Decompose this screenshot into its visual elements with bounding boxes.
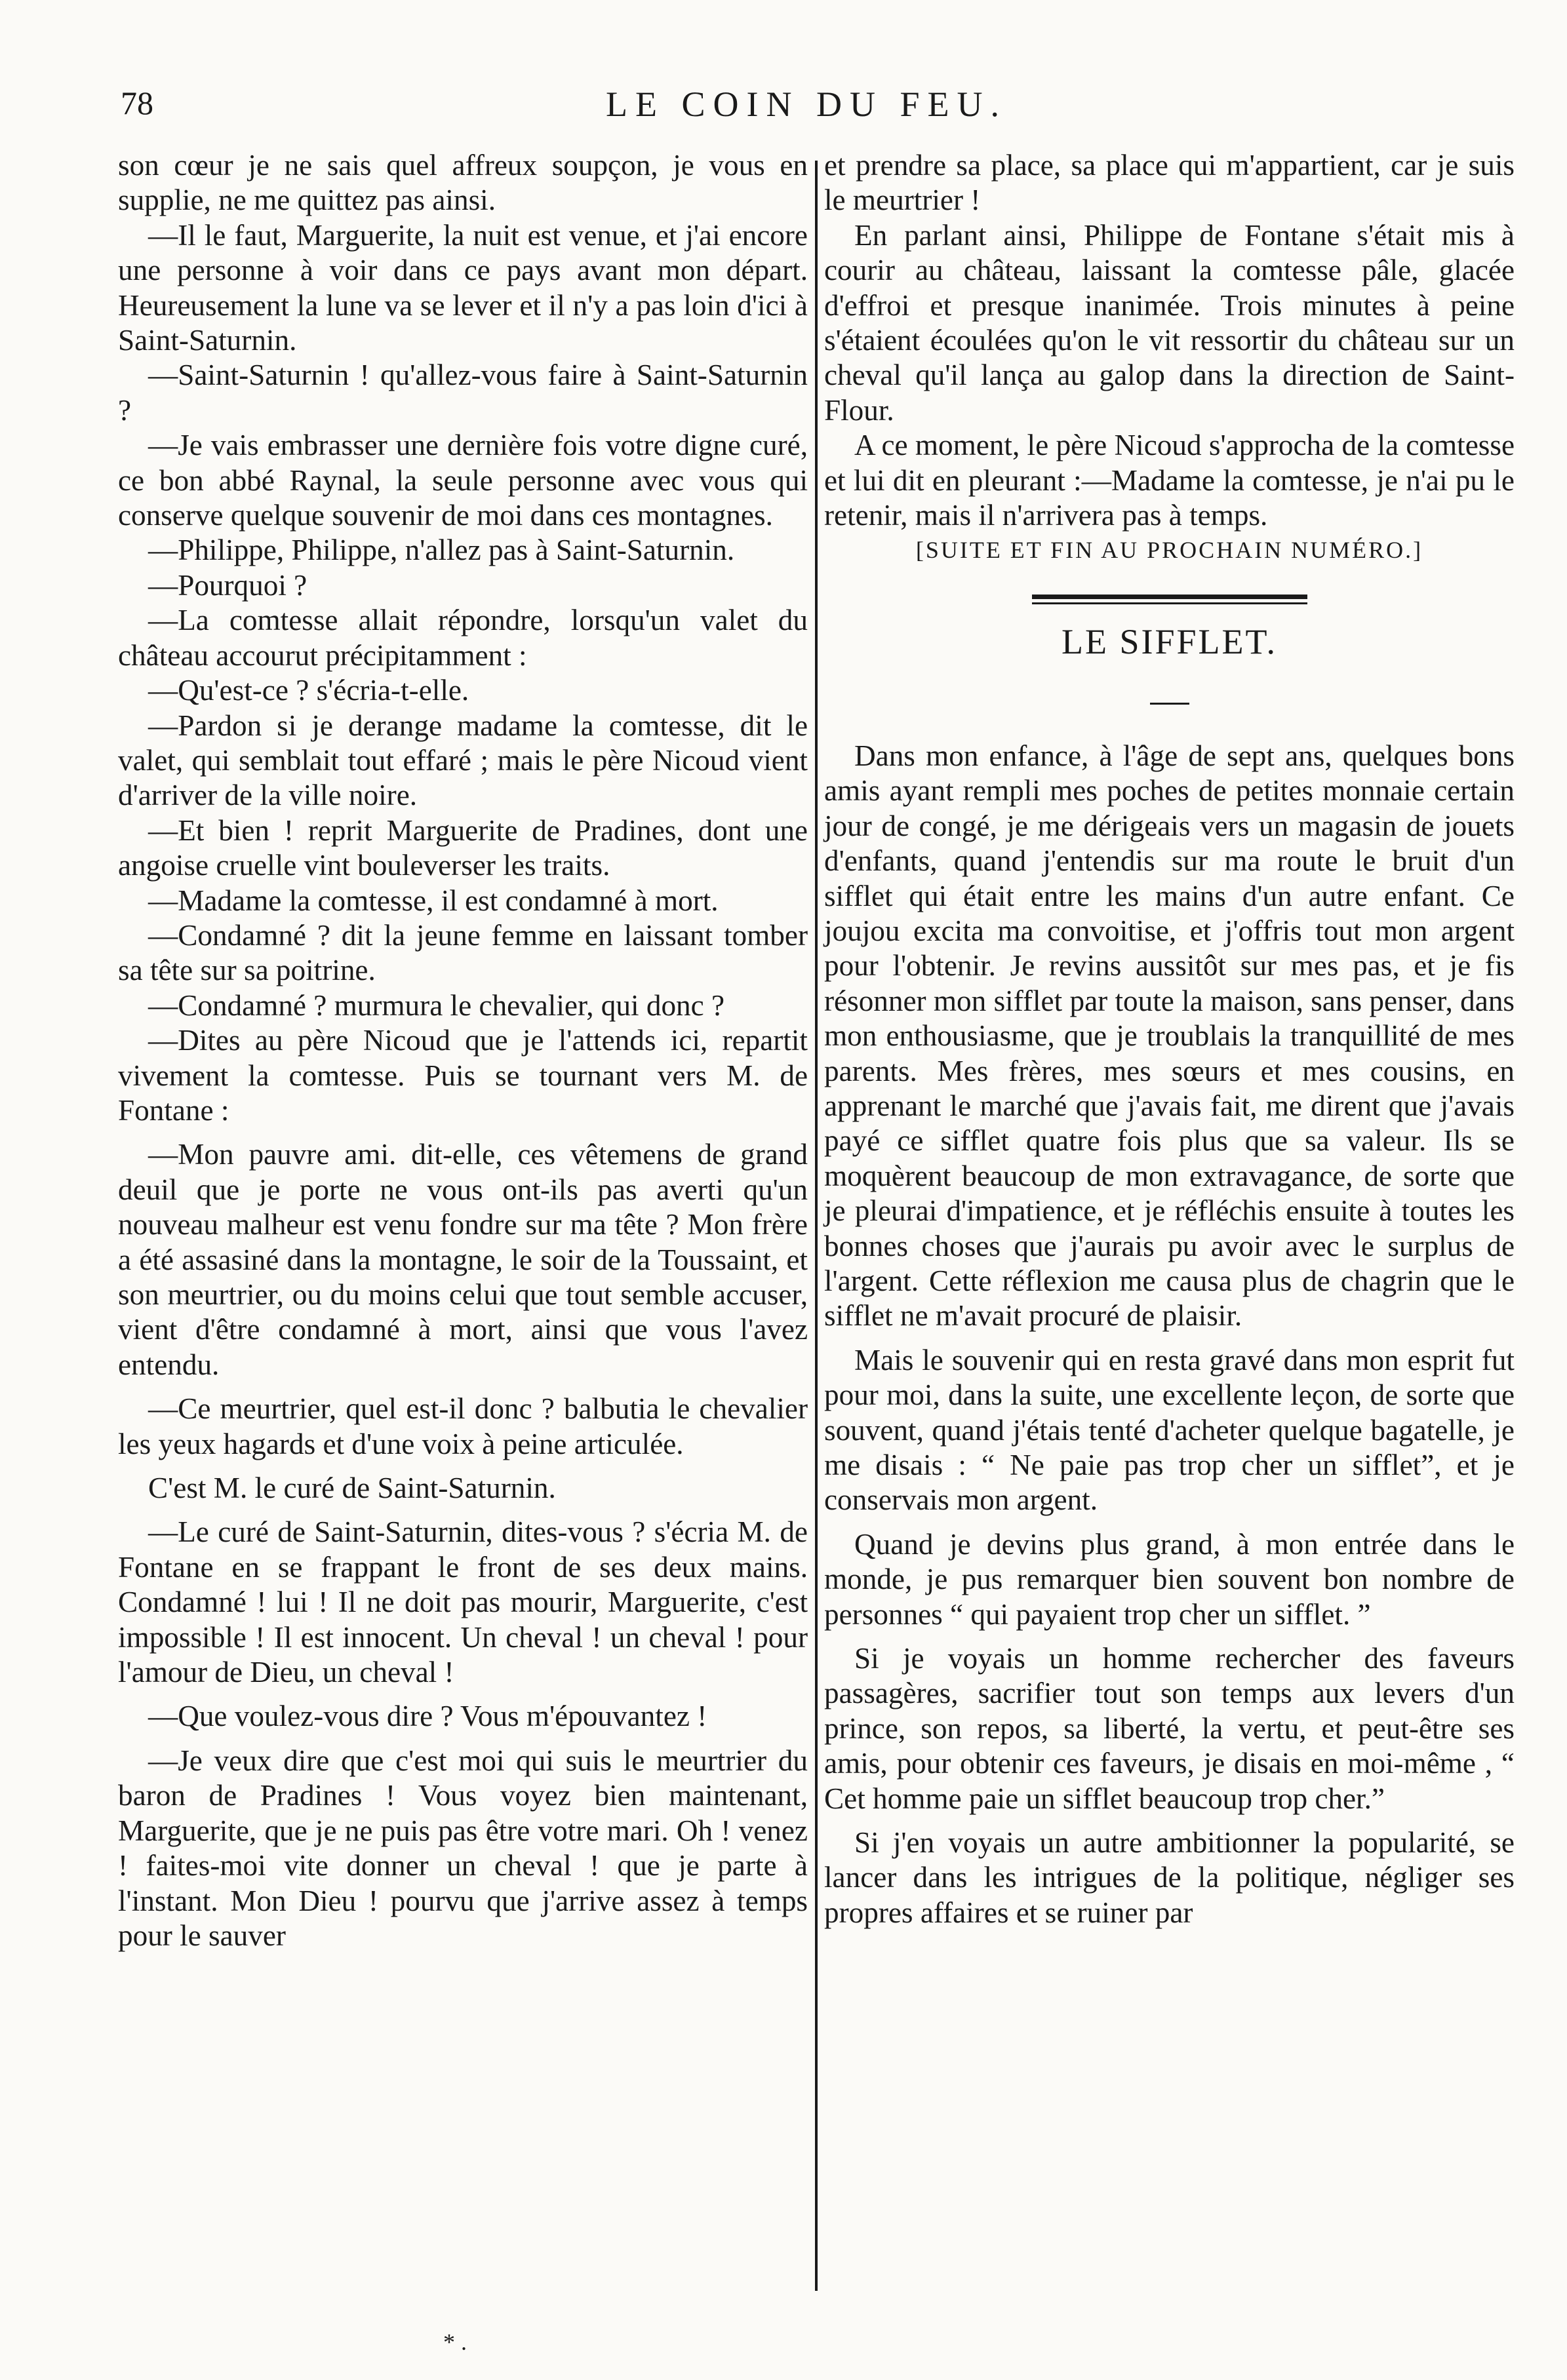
paragraph: —Ce meurtrier, quel est-il donc ? balbutia le chevalier les yeux hagards et d'une voix à peine articulée. bbox=[118, 1392, 808, 1460]
page-header bbox=[105, 84, 1508, 136]
paragraph: —Madame la comtesse, il est condamné à mort. bbox=[148, 884, 719, 917]
section-divider bbox=[1032, 595, 1307, 604]
divider-thin-line bbox=[1032, 602, 1307, 604]
continuation-note: [SUITE ET FIN AU PROCHAIN NUMÉRO.] bbox=[915, 537, 1423, 564]
paragraph: —La comtesse allait répondre, lorsqu'un valet du château accourut précipitamment : bbox=[118, 604, 808, 672]
paragraph: —Pardon si je derange madame la comtesse, dit le valet, qui semblait tout effaré ; mais le père Nicoud vient d'arriver de la ville noire. bbox=[118, 709, 808, 812]
left-column bbox=[118, 148, 808, 1953]
running-title: LE COIN DU FEU. bbox=[606, 85, 1007, 124]
right-column bbox=[824, 148, 1515, 1930]
paragraph: Mais le souvenir qui en resta gravé dans mon esprit fut pour moi, dans la suite, une excellente leçon, de sorte que souvent, quand j'étais tenté d'acheter quelque bagatelle, je me disais : “ Ne paie pas trop cher un sifflet”, et je conservais mon argent. bbox=[824, 1343, 1515, 1517]
paragraph: et prendre sa place, sa place qui m'appartient, car je suis le meurtrier ! bbox=[824, 149, 1515, 217]
paragraph: —Dites au père Nicoud que je l'attends ici, repartit vivement la comtesse. Puis se tournant vers M. de Fontane : bbox=[118, 1024, 808, 1127]
title-dash bbox=[1150, 703, 1189, 705]
paragraph: —Je veux dire que c'est moi qui suis le meurtrier du baron de Pradines ! Vous voyez bien maintenant, Marguerite, que je ne puis pas être votre mari. Oh ! venez ! faites-moi vite donner un cheval ! que je parte à l'instant. Mon Dieu ! pourvu que j'arrive assez à temps pour le sauver bbox=[118, 1744, 808, 1952]
column-divider bbox=[815, 161, 818, 2291]
divider-thick-line bbox=[1032, 595, 1307, 599]
article-title: LE SIFFLET. bbox=[1061, 621, 1277, 661]
paragraph: —Il le faut, Marguerite, la nuit est venue, et j'ai encore une personne à voir dans ce pays avant mon départ. Heureusement la lune va se lever et il n'y a pas loin d'ici à Saint-Saturnin. bbox=[118, 218, 808, 357]
paragraph: —Saint-Saturnin ! qu'allez-vous faire à Saint-Saturnin ? bbox=[118, 359, 808, 427]
paragraph: —Condamné ? dit la jeune femme en laissant tomber sa tête sur sa poitrine. bbox=[118, 918, 808, 987]
paragraph: —Condamné ? murmura le chevalier, qui donc ? bbox=[148, 988, 725, 1022]
paragraph: —Qu'est-ce ? s'écria-t-elle. bbox=[148, 674, 469, 707]
paragraph: En parlant ainsi, Philippe de Fontane s'était mis à courir au château, laissant la comtesse pâle, glacée d'effroi et presque inanimée. Trois minutes à peine s'étaient écoulées qu'on le vit ressortir du château sur un cheval qu'il lança au galop dans la direction de Saint-Flour. bbox=[824, 218, 1515, 427]
paragraph: C'est M. le curé de Saint-Saturnin. bbox=[148, 1472, 556, 1505]
paragraph: —Philippe, Philippe, n'allez pas à Saint-Saturnin. bbox=[148, 534, 735, 567]
paragraph: Si j'en voyais un autre ambitionner la popularité, se lancer dans les intrigues de la politique, négliger ses propres affaires et se ruiner par bbox=[824, 1826, 1515, 1929]
page-number: 78 bbox=[121, 85, 153, 121]
paragraph: —Et bien ! reprit Marguerite de Pradines, dont une angoise cruelle vint bouleverser les traits. bbox=[118, 813, 808, 882]
paragraph: —Le curé de Saint-Saturnin, dites-vous ? s'écria M. de Fontane en se frappant le front de ses deux mains. Condamné ! lui ! Il ne doit pas mourir, Marguerite, c'est impossible ! Il est innocent. Un cheval ! un cheval ! pour l'amour de Dieu, un cheval ! bbox=[118, 1515, 808, 1689]
paragraph: —Je vais embrasser une dernière fois votre digne curé, ce bon abbé Raynal, la seule personne avec vous qui conserve quelque souvenir de moi dans ces montagnes. bbox=[118, 429, 808, 532]
paragraph: Quand je devins plus grand, à mon entrée dans le monde, je pus remarquer bien souvent bon nombre de personnes “ qui payaient trop cher un sifflet. ” bbox=[824, 1527, 1515, 1631]
paragraph: Si je voyais un homme rechercher des faveurs passagères, sacrifier tout son temps aux levers d'un prince, son repos, sa liberté, la vertu, et peut-être ses amis, pour obtenir ces faveurs, je disais en moi-même , “ Cet homme paie un sifflet beaucoup trop cher.” bbox=[824, 1642, 1515, 1815]
paragraph: A ce moment, le père Nicoud s'approcha de la comtesse et lui dit en pleurant :—Madame la comtesse, je n'ai pu le retenir, mais il n'arrivera pas à temps. bbox=[824, 429, 1515, 532]
paragraph: —Que voulez-vous dire ? Vous m'épouvantez ! bbox=[148, 1700, 707, 1733]
paragraph: —Mon pauvre ami. dit-elle, ces vêtemens de grand deuil que je porte ne vous ont-ils pas averti qu'un nouveau malheur est venu fondre sur ma tête ? Mon frère a été assasiné dans la montagne, le soir de la Toussaint, et son meurtrier, ou du moins celui que tout semble accuser, vient d'être condamné à mort, ainsi que vous l'avez entendu. bbox=[118, 1138, 808, 1381]
paragraph: son cœur je ne sais quel affreux soupçon, je vous en supplie, ne me quittez pas ainsi. bbox=[118, 149, 808, 217]
paragraph: —Pourquoi ? bbox=[148, 568, 307, 602]
footer-mark: * . bbox=[443, 2329, 467, 2355]
paragraph: Dans mon enfance, à l'âge de sept ans, quelques bons amis ayant rempli mes poches de petites monnaie certain jour de congé, je me dérigeais vers un magasin de jouets d'enfants, quand j'entendis sur ma route le bruit d'un sifflet qui était entre les mains d'un autre enfant. Ce joujou excita ma convoitise, et j'offris tout mon argent pour l'obtenir. Je revins aussitôt sur mes pas, et je fis résonner mon sifflet par toute la maison, sans penser, dans mon enthousiasme, que je troublais la tranquillité de mes parents. Mes frères, mes sœurs et mes cousins, en apprenant le marché que j'avais fait, me dirent que j'avais payé ce sifflet quatre fois plus que sa valeur. Ils se moquèrent beaucoup de mon extravagance, de sorte que je pleurai d'impatience, et je réfléchis ensuite à toutes les bonnes choses que j'aurais pu avoir avec le surplus de l'argent. Cette réflexion me causa plus de chagrin que le sifflet ne m'avait procuré de plaisir. bbox=[824, 739, 1515, 1333]
